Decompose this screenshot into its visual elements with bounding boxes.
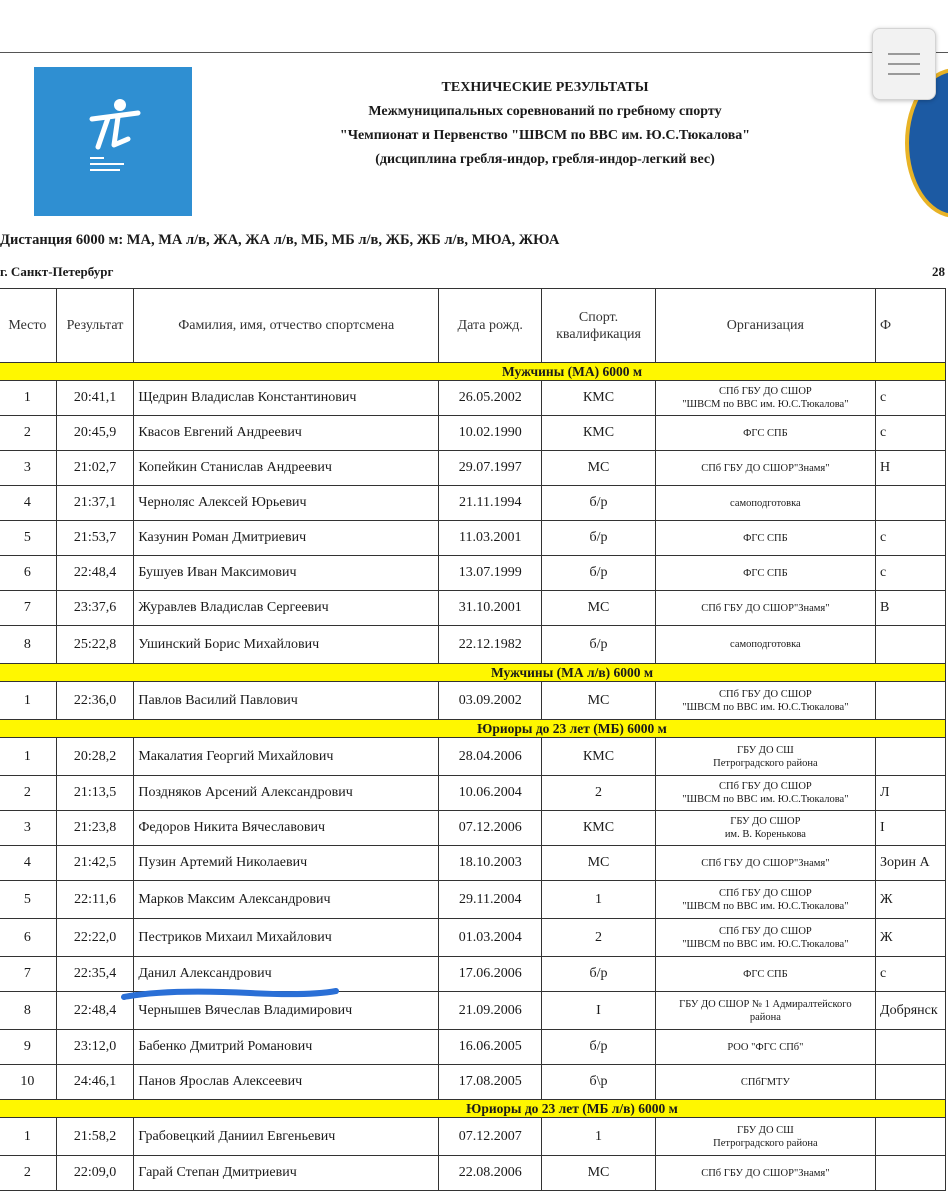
extra-cell: с <box>876 521 946 556</box>
extra-cell <box>876 486 946 521</box>
place-cell: 5 <box>0 881 56 919</box>
organization-line: ГБУ ДО СШОР № 1 Адмиралтейского <box>679 998 852 1010</box>
extra-cell: с <box>876 957 946 992</box>
table-row <box>0 591 946 626</box>
organization-line: СПбГМТУ <box>740 1076 790 1088</box>
birth-date: 01.03.2004 <box>439 919 542 957</box>
place-cell: 6 <box>0 919 56 957</box>
date-fragment: 28 <box>932 264 945 279</box>
qualification: б/р <box>542 521 655 556</box>
extra-cell: Л <box>876 776 946 811</box>
organization-cell <box>655 1156 875 1191</box>
birth-date: 17.08.2005 <box>439 1065 542 1100</box>
result-cell: 21:58,2 <box>56 1118 134 1156</box>
athlete-name: Квасов Евгений Андреевич <box>134 416 439 451</box>
athlete-name: Копейкин Станислав Андреевич <box>134 451 439 486</box>
result-cell: 23:37,6 <box>56 591 134 626</box>
doc-subtitle: Межмуниципальных соревнований по гребному спорту <box>368 104 722 119</box>
qualification: КМС <box>542 381 655 416</box>
extra-cell: Зорин А <box>876 846 946 881</box>
athlete-name: Панов Ярослав Алексеевич <box>134 1065 439 1100</box>
result-cell: 25:22,8 <box>56 626 134 664</box>
organization-line: СПб ГБУ ДО СШОР <box>719 925 812 937</box>
place-cell: 8 <box>0 992 56 1030</box>
table-row <box>0 738 946 776</box>
place-cell: 1 <box>0 1118 56 1156</box>
athlete-name: Грабовецкий Даниил Евгеньевич <box>134 1118 439 1156</box>
organization-cell <box>655 381 875 416</box>
place-cell: 2 <box>0 416 56 451</box>
distance-info: Дистанция 6000 м: МА, МА л/в, ЖА, ЖА л/в, МБ, МБ л/в, ЖБ, ЖБ л/в, МЮА, ЖЮА <box>0 232 560 248</box>
organization-line: "ШВСМ по ВВС им. Ю.С.Тюкалова" <box>682 900 849 912</box>
extra-cell: I <box>876 811 946 846</box>
table-row <box>0 556 946 591</box>
organization-cell <box>655 486 875 521</box>
birth-date: 17.06.2006 <box>439 957 542 992</box>
result-cell: 21:13,5 <box>56 776 134 811</box>
birth-date: 13.07.1999 <box>439 556 542 591</box>
category-label: Юриоры до 23 лет (МБ л/в) 6000 м <box>0 1100 946 1118</box>
birth-date: 29.07.1997 <box>439 451 542 486</box>
athlete-name: Пестриков Михаил Михайлович <box>134 919 439 957</box>
result-cell: 22:35,4 <box>56 957 134 992</box>
organization-line: "ШВСМ по ВВС им. Ю.С.Тюкалова" <box>682 794 849 805</box>
qualification: КМС <box>542 416 655 451</box>
organization-line: СПб ГБУ ДО СШОР"Знамя" <box>701 1167 830 1179</box>
extra-cell <box>876 682 946 720</box>
extra-cell: Ж <box>876 881 946 919</box>
organization-line: ГБУ ДО СШОР <box>730 816 801 827</box>
table-row <box>0 486 946 521</box>
organization-line: СПб ГБУ ДО СШОР <box>719 781 812 792</box>
place-cell: 3 <box>0 811 56 846</box>
place-cell: 2 <box>0 776 56 811</box>
qualification: 2 <box>542 776 655 811</box>
organization-line: СПб ГБУ ДО СШОР"Знамя" <box>701 462 830 474</box>
birth-date: 10.06.2004 <box>439 776 542 811</box>
table-row <box>0 811 946 846</box>
athlete-name: Щедрин Владислав Константинович <box>134 381 439 416</box>
organization-cell <box>655 881 875 919</box>
organization-cell <box>655 957 875 992</box>
organization-cell <box>655 1065 875 1100</box>
result-cell: 23:12,0 <box>56 1030 134 1065</box>
col-result: Результат <box>56 289 134 363</box>
qualification: КМС <box>542 811 655 846</box>
table-row <box>0 957 946 992</box>
place-cell: 1 <box>0 682 56 720</box>
table-row <box>0 1156 946 1191</box>
qualification: б/р <box>542 957 655 992</box>
qualification: МС <box>542 591 655 626</box>
table-row <box>0 451 946 486</box>
result-cell: 22:22,0 <box>56 919 134 957</box>
qualification: б/р <box>542 626 655 664</box>
doc-discipline: (дисциплина гребля-индор, гребля-индор-легкий вес) <box>375 152 715 167</box>
organization-line: ГБУ ДО СШ <box>737 744 794 756</box>
place-cell: 7 <box>0 591 56 626</box>
result-cell: 20:45,9 <box>56 416 134 451</box>
organization-cell <box>655 811 875 846</box>
table-row <box>0 1030 946 1065</box>
athlete-name: Журавлев Владислав Сергеевич <box>134 591 439 626</box>
table-row <box>0 846 946 881</box>
extra-cell: с <box>876 381 946 416</box>
qualification: 1 <box>542 881 655 919</box>
extra-cell: с <box>876 556 946 591</box>
organization-line: Петроградского района <box>713 757 818 769</box>
organization-cell <box>655 416 875 451</box>
organization-cell <box>655 919 875 957</box>
category-row <box>0 664 946 682</box>
category-label: Юриоры до 23 лет (МБ) 6000 м <box>0 720 946 738</box>
table-header-row <box>0 289 946 363</box>
qualification: б/р <box>542 556 655 591</box>
doc-title: ТЕХНИЧЕСКИЕ РЕЗУЛЬТАТЫ <box>441 80 649 95</box>
organization-line: Петроградского района <box>713 1137 818 1149</box>
runner-logo-icon <box>34 67 192 216</box>
birth-date: 28.04.2006 <box>439 738 542 776</box>
place-cell: 9 <box>0 1030 56 1065</box>
extra-cell: Н <box>876 451 946 486</box>
result-cell: 22:48,4 <box>56 992 134 1030</box>
birth-date: 03.09.2002 <box>439 682 542 720</box>
organization-cell <box>655 626 875 664</box>
table-row <box>0 521 946 556</box>
hamburger-icon <box>888 53 920 55</box>
athlete-name: Черноляс Алексей Юрьевич <box>134 486 439 521</box>
category-label: Мужчины (МА л/в) 6000 м <box>0 664 946 682</box>
result-cell: 22:48,4 <box>56 556 134 591</box>
birth-date: 31.10.2001 <box>439 591 542 626</box>
extra-cell <box>876 1118 946 1156</box>
organization-cell <box>655 846 875 881</box>
athlete-name: Бушуев Иван Максимович <box>134 556 439 591</box>
qualification: б/р <box>542 486 655 521</box>
results-table <box>0 288 946 1191</box>
organization-cell <box>655 992 875 1030</box>
organization-line: ФГС СПБ <box>743 567 788 579</box>
hamburger-icon <box>888 63 920 65</box>
organization-line: ГБУ ДО СШ <box>737 1124 794 1136</box>
athlete-name: Макалатия Георгий Михайлович <box>134 738 439 776</box>
col-name: Фамилия, имя, отчество спортсмена <box>134 289 439 363</box>
birth-date: 11.03.2001 <box>439 521 542 556</box>
athlete-name: Данил Александрович <box>134 957 439 992</box>
hamburger-icon <box>888 73 920 75</box>
place-cell: 3 <box>0 451 56 486</box>
athlete-name: Поздняков Арсений Александрович <box>134 776 439 811</box>
organization-cell <box>655 1030 875 1065</box>
place-cell: 6 <box>0 556 56 591</box>
organization-cell <box>655 521 875 556</box>
qualification: б/р <box>542 1030 655 1065</box>
place-cell: 8 <box>0 626 56 664</box>
result-cell: 20:28,2 <box>56 738 134 776</box>
result-cell: 22:36,0 <box>56 682 134 720</box>
birth-date: 22.12.1982 <box>439 626 542 664</box>
result-cell: 22:11,6 <box>56 881 134 919</box>
table-row <box>0 776 946 811</box>
birth-date: 29.11.2004 <box>439 881 542 919</box>
qualification: МС <box>542 846 655 881</box>
organization-line: им. В. Коренькова <box>724 829 806 840</box>
col-extra: Ф <box>876 289 946 363</box>
birth-date: 16.06.2005 <box>439 1030 542 1065</box>
qualification: 1 <box>542 1118 655 1156</box>
result-cell: 21:42,5 <box>56 846 134 881</box>
athlete-name: Бабенко Дмитрий Романович <box>134 1030 439 1065</box>
organization-line: ФГС СПБ <box>743 532 788 544</box>
birth-date: 18.10.2003 <box>439 846 542 881</box>
result-cell: 21:53,7 <box>56 521 134 556</box>
athlete-name: Чернышев Вячеслав Владимирович <box>134 992 439 1030</box>
result-cell: 20:41,1 <box>56 381 134 416</box>
organization-line: СПб ГБУ ДО СШОР"Знамя" <box>701 857 830 869</box>
qualification: МС <box>542 451 655 486</box>
result-cell: 21:02,7 <box>56 451 134 486</box>
qualification: I <box>542 992 655 1030</box>
extra-cell: Ж <box>876 919 946 957</box>
birth-date: 07.12.2006 <box>439 811 542 846</box>
category-row <box>0 720 946 738</box>
birth-date: 07.12.2007 <box>439 1118 542 1156</box>
table-row <box>0 626 946 664</box>
table-row <box>0 1065 946 1100</box>
extra-cell <box>876 1065 946 1100</box>
organization-line: СПб ГБУ ДО СШОР"Знамя" <box>701 602 830 614</box>
birth-date: 22.08.2006 <box>439 1156 542 1191</box>
col-place: Место <box>0 289 56 363</box>
athlete-name: Марков Максим Александрович <box>134 881 439 919</box>
organization-cell <box>655 682 875 720</box>
birth-date: 26.05.2002 <box>439 381 542 416</box>
place-cell: 4 <box>0 486 56 521</box>
table-row <box>0 682 946 720</box>
place-cell: 5 <box>0 521 56 556</box>
qualification: МС <box>542 1156 655 1191</box>
place-cell: 7 <box>0 957 56 992</box>
organization-line: "ШВСМ по ВВС им. Ю.С.Тюкалова" <box>682 938 849 950</box>
extra-cell <box>876 626 946 664</box>
col-qualification: Спорт. квалификация <box>542 289 655 363</box>
place-cell: 4 <box>0 846 56 881</box>
athlete-name: Ушинский Борис Михайлович <box>134 626 439 664</box>
place-cell: 1 <box>0 738 56 776</box>
result-cell: 21:23,8 <box>56 811 134 846</box>
extra-cell <box>876 1156 946 1191</box>
athlete-name: Гарай Степан Дмитриевич <box>134 1156 439 1191</box>
birth-date: 21.11.1994 <box>439 486 542 521</box>
qualification: 2 <box>542 919 655 957</box>
extra-cell: с <box>876 416 946 451</box>
organization-cell <box>655 1118 875 1156</box>
col-organization: Организация <box>655 289 875 363</box>
athlete-name: Казунин Роман Дмитриевич <box>134 521 439 556</box>
result-cell: 21:37,1 <box>56 486 134 521</box>
organization-line: района <box>749 1011 781 1023</box>
organization-line: РОО "ФГС СПб" <box>727 1041 804 1053</box>
top-divider <box>0 52 948 53</box>
doc-event: "Чемпионат и Первенство "ШВСМ по ВВС им. Ю.С.Тюкалова" <box>339 128 751 143</box>
qualification: МС <box>542 682 655 720</box>
city-label: г. Санкт-Петербург <box>0 264 114 279</box>
table-row <box>0 992 946 1030</box>
organization-line: "ШВСМ по ВВС им. Ю.С.Тюкалова" <box>682 701 849 713</box>
athlete-name: Пузин Артемий Николаевич <box>134 846 439 881</box>
athlete-name: Павлов Василий Павлович <box>134 682 439 720</box>
organization-cell <box>655 556 875 591</box>
organization-line: самоподготовка <box>730 497 801 509</box>
organization-line: ФГС СПБ <box>743 968 788 980</box>
organization-line: самоподготовка <box>730 639 801 650</box>
organization-cell <box>655 776 875 811</box>
place-cell: 1 <box>0 381 56 416</box>
qualification: КМС <box>542 738 655 776</box>
table-row <box>0 416 946 451</box>
place-cell: 2 <box>0 1156 56 1191</box>
document-header <box>200 76 890 172</box>
organization-cell <box>655 738 875 776</box>
col-dob: Дата рожд. <box>439 289 542 363</box>
extra-cell: В <box>876 591 946 626</box>
extra-cell <box>876 738 946 776</box>
birth-date: 10.02.1990 <box>439 416 542 451</box>
sports-logo <box>34 67 192 216</box>
category-row <box>0 363 946 381</box>
table-row <box>0 1118 946 1156</box>
athlete-name: Федоров Никита Вячеславович <box>134 811 439 846</box>
organization-line: СПб ГБУ ДО СШОР <box>719 688 812 700</box>
organization-line: СПб ГБУ ДО СШОР <box>719 887 812 899</box>
organization-cell <box>655 451 875 486</box>
table-row <box>0 919 946 957</box>
extra-cell: Добрянск <box>876 992 946 1030</box>
organization-cell <box>655 591 875 626</box>
extra-cell <box>876 1030 946 1065</box>
place-cell: 10 <box>0 1065 56 1100</box>
category-label: Мужчины (МА) 6000 м <box>0 363 946 381</box>
category-row <box>0 1100 946 1118</box>
organization-line: "ШВСМ по ВВС им. Ю.С.Тюкалова" <box>682 399 849 410</box>
qualification: б\р <box>542 1065 655 1100</box>
result-cell: 24:46,1 <box>56 1065 134 1100</box>
table-row <box>0 381 946 416</box>
table-row <box>0 881 946 919</box>
organization-line: ФГС СПБ <box>743 427 788 439</box>
result-cell: 22:09,0 <box>56 1156 134 1191</box>
birth-date: 21.09.2006 <box>439 992 542 1030</box>
organization-line: СПб ГБУ ДО СШОР <box>719 386 812 397</box>
